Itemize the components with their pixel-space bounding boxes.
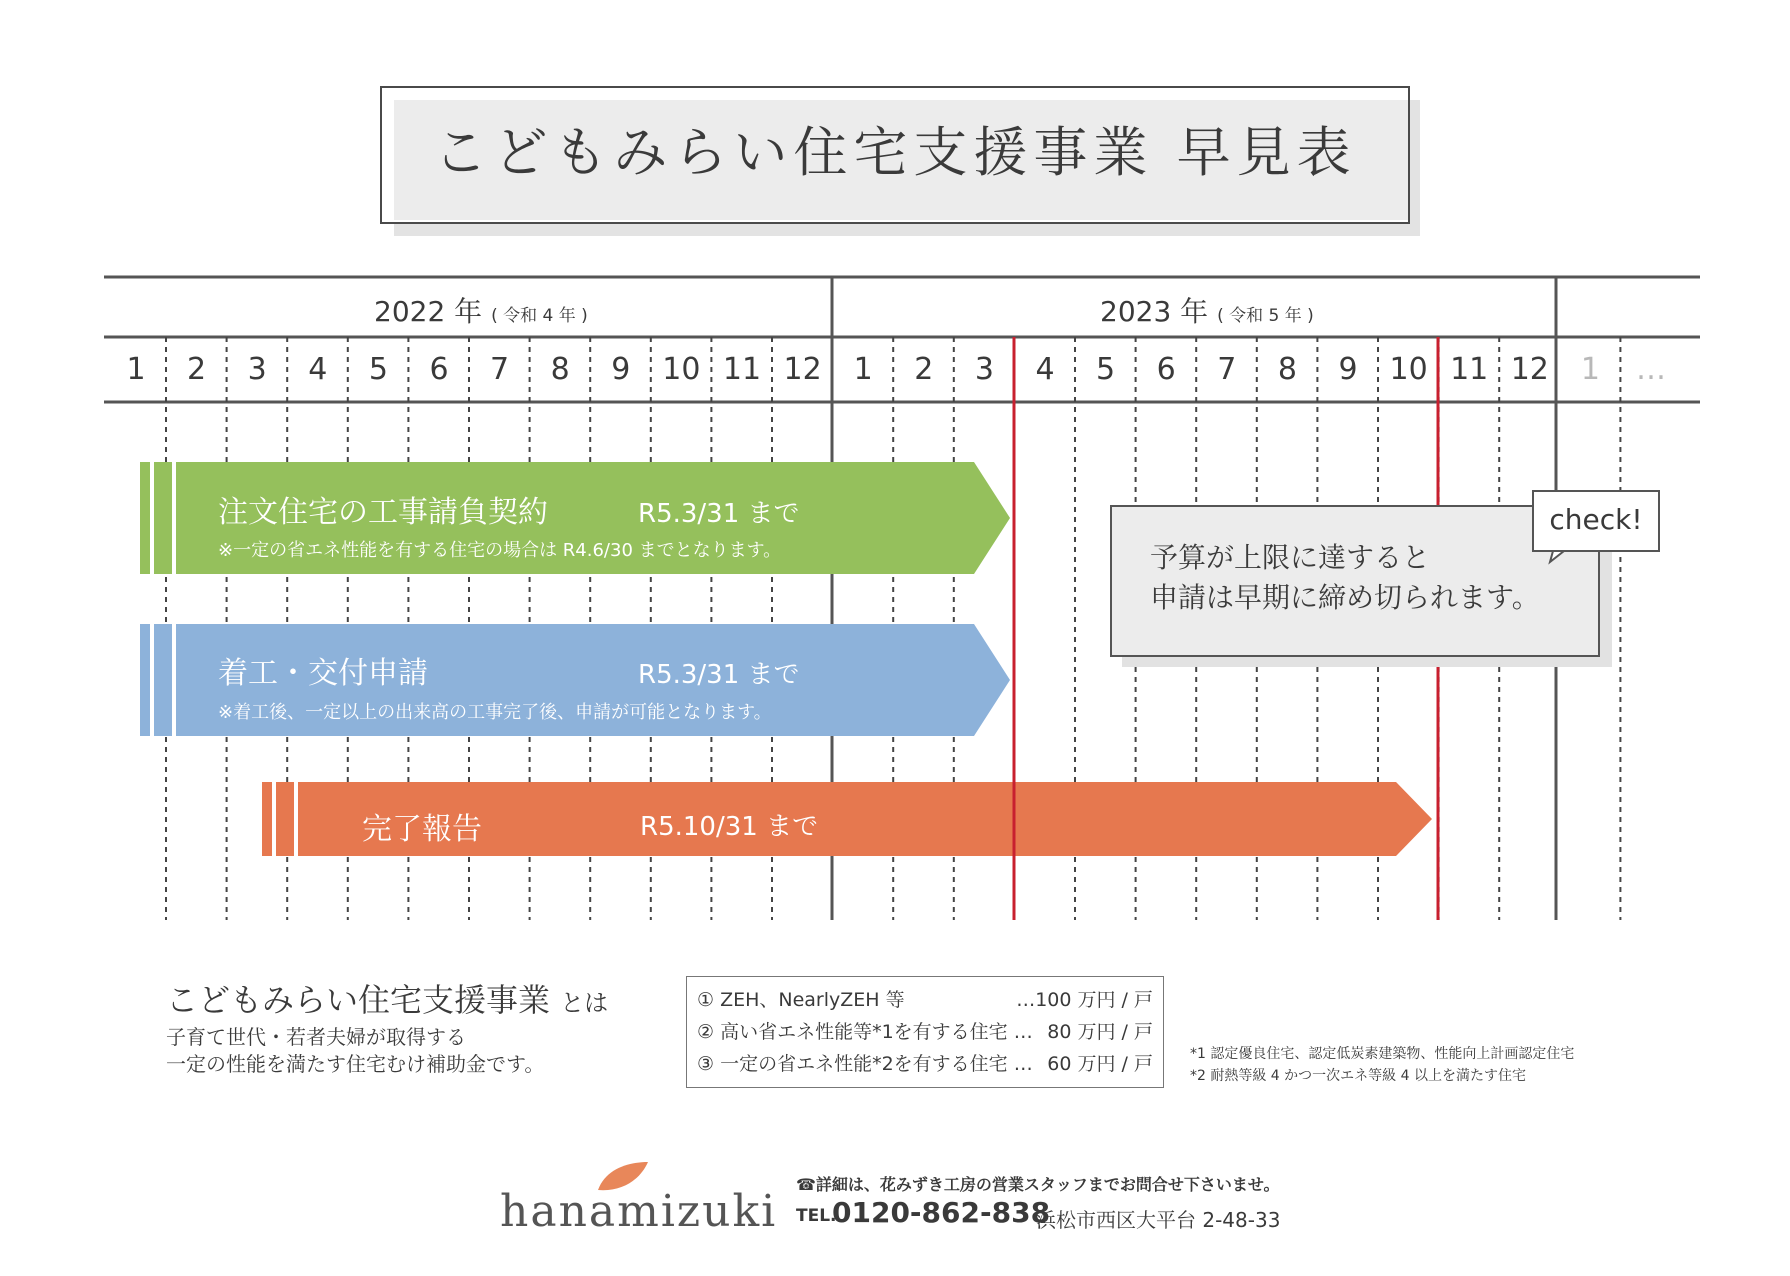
amount-label: ③ 一定の省エネ性能*2を有する住宅 …	[697, 1053, 1033, 1075]
month-label: 1	[126, 352, 146, 387]
check-line-1: 予算が上限に達すると	[1150, 541, 1431, 574]
month-label: 3	[974, 352, 994, 387]
month-label: 10	[1389, 352, 1428, 387]
about-description	[166, 1024, 544, 1078]
month-label: 6	[429, 352, 449, 387]
about-title-main: こどもみらい住宅支援事業	[166, 981, 551, 1019]
bar-report-deadline: R5.10/31 まで	[640, 812, 819, 842]
amount-row-zeh	[697, 985, 1153, 1012]
month-label: 5	[368, 352, 388, 387]
bar-stripe	[150, 622, 154, 738]
bar-report-title: 完了報告	[362, 812, 482, 847]
bar-start-title: 着工・交付申請	[218, 656, 428, 691]
bar-contract-title: 注文住宅の工事請負契約	[218, 495, 548, 530]
year-2022-era: ( 令和 4 年 )	[491, 306, 588, 326]
month-label: 7	[1217, 352, 1237, 387]
amount-row-standard	[697, 1049, 1153, 1076]
month-label: 1	[853, 352, 873, 387]
brand-logo: hanamizuki	[500, 1186, 778, 1237]
month-label: 4	[1035, 352, 1055, 387]
month-label: 7	[490, 352, 510, 387]
month-label: 12	[1510, 352, 1549, 387]
bar-stripe	[172, 460, 176, 576]
amount-value: …100 万円 / 戸	[1016, 989, 1153, 1011]
month-label: 5	[1096, 352, 1116, 387]
amount-label: ② 高い省エネ性能等*1を有する住宅 …	[697, 1021, 1033, 1043]
year-2022	[374, 290, 588, 330]
amount-value: 60 万円 / 戸	[1047, 1053, 1153, 1075]
bar-contract-deadline: R5.3/31 まで	[638, 499, 800, 529]
footnote-2: *2 耐熱等級 4 かつ一次エネ等級 4 以上を満たす住宅	[1190, 1068, 1526, 1084]
year-2022-label: 2022 年	[374, 295, 483, 328]
month-label: 8	[550, 352, 570, 387]
about-desc-line-2: 一定の性能を満たす住宅むけ補助金です。	[166, 1052, 545, 1076]
month-label: 10	[662, 352, 701, 387]
month-label: 11	[722, 352, 762, 387]
month-label: 9	[611, 352, 631, 387]
check-message	[1150, 538, 1540, 618]
about-title-suffix: とは	[560, 989, 609, 1017]
month-label: 8	[1277, 352, 1297, 387]
footnotes	[1190, 1043, 1574, 1087]
about-title	[166, 975, 608, 1021]
month-label: 11	[1450, 352, 1489, 387]
year-2023-era: ( 令和 5 年 )	[1217, 306, 1314, 326]
month-label: 1	[1580, 352, 1600, 387]
year-2023	[1100, 290, 1314, 330]
check-label: check!	[1532, 490, 1660, 552]
month-label: 2	[914, 352, 934, 387]
month-label: 6	[1156, 352, 1176, 387]
footnote-1: *1 認定優良住宅、認定低炭素建築物、性能向上計画認定住宅	[1190, 1046, 1575, 1062]
month-label: …	[1636, 352, 1666, 387]
bar-stripe	[150, 460, 154, 576]
month-label: 4	[308, 352, 328, 387]
contact-line: ☎詳細は、花みずき工房の営業スタッフまでお問合せ下さいませ。	[796, 1175, 1280, 1194]
bar-stripe	[172, 622, 176, 738]
amount-label: ① ZEH、NearlyZEH 等	[697, 989, 905, 1011]
amount-row-high	[697, 1017, 1153, 1044]
bar-contract-note: ※一定の省エネ性能を有する住宅の場合は R4.6/30 までとなります。	[218, 540, 782, 561]
month-label: 2	[187, 352, 207, 387]
bar-start-note: ※着工後、一定以上の出来高の工事完了後、申請が可能となります。	[218, 702, 772, 723]
address: 浜松市西区大平台 2-48-33	[1036, 1208, 1281, 1232]
check-line-2: 申請は早期に締め切られます。	[1150, 581, 1540, 614]
page-title: こどもみらい住宅支援事業 早見表	[433, 121, 1357, 184]
tel-label: TEL.	[796, 1206, 837, 1226]
bar-start-deadline: R5.3/31 まで	[638, 660, 800, 690]
month-label: 9	[1338, 352, 1358, 387]
amount-value: 80 万円 / 戸	[1047, 1021, 1153, 1043]
bar-stripe	[272, 780, 276, 858]
about-desc-line-1: 子育て世代・若者夫婦が取得する	[166, 1025, 466, 1049]
tel-number: 0120-862-838	[832, 1196, 1051, 1229]
bar-stripe	[294, 780, 298, 858]
year-2023-label: 2023 年	[1100, 295, 1209, 328]
month-label: 12	[783, 352, 822, 387]
month-label: 3	[247, 352, 267, 387]
subsidy-amount-box	[686, 976, 1164, 1088]
